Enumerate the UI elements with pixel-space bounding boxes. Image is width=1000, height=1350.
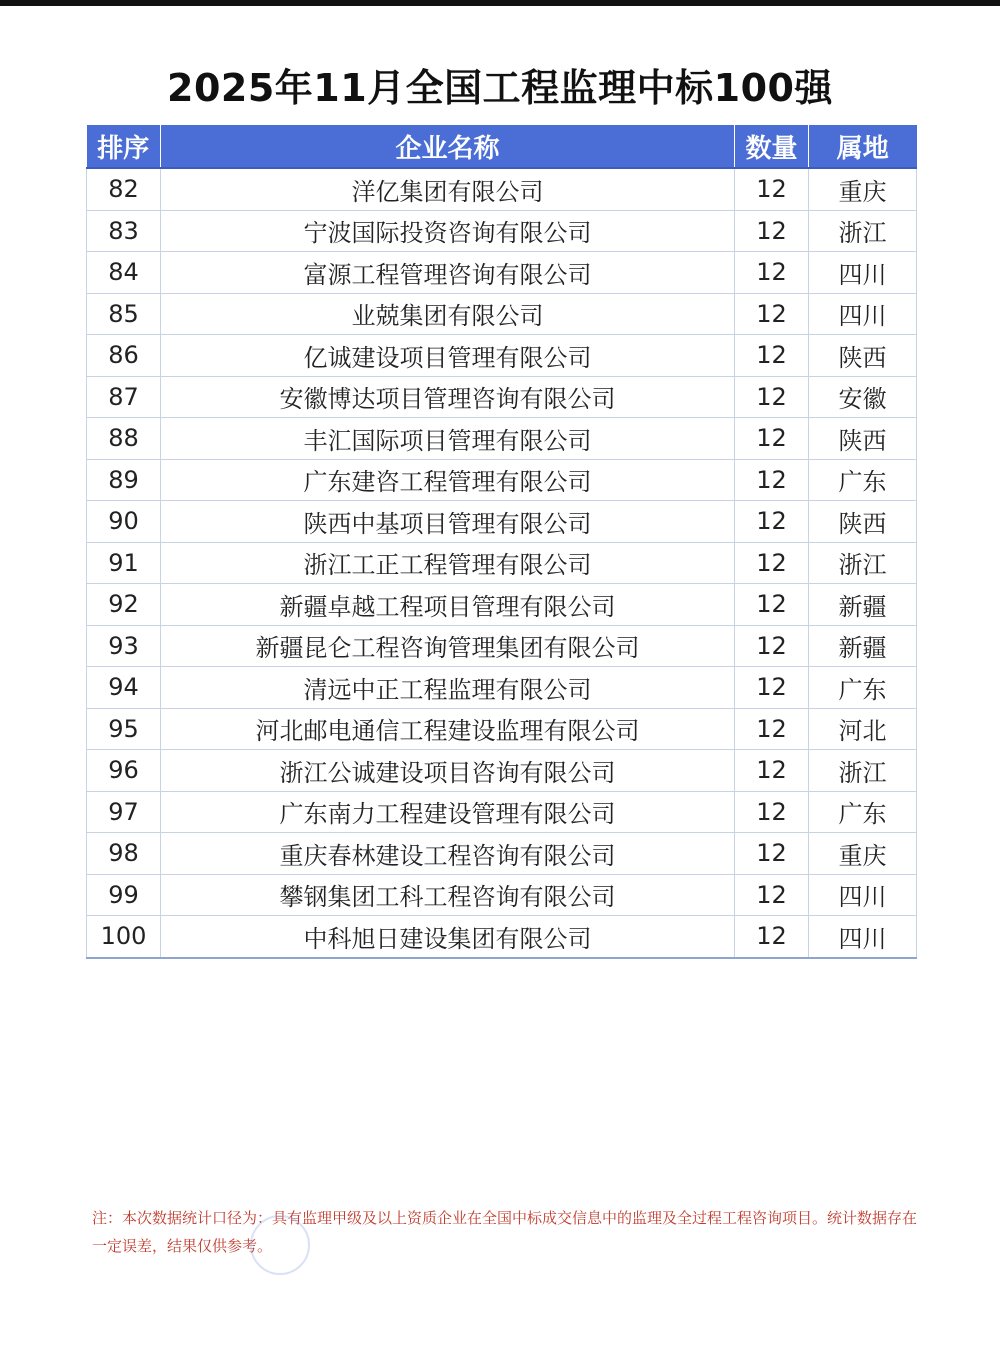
table-row: [87, 667, 917, 709]
rank-cell: 84: [87, 252, 161, 294]
table-row: [87, 168, 917, 210]
region-cell: 陕西: [809, 335, 917, 377]
faint-circle-mark: [250, 1215, 310, 1275]
header-count: 数量: [735, 125, 809, 168]
region-cell: 安徽: [809, 376, 917, 418]
company-cell: 攀钢集团工科工程咨询有限公司: [161, 874, 735, 916]
table-row: [87, 210, 917, 252]
company-cell: 安徽博达项目管理咨询有限公司: [161, 376, 735, 418]
region-cell: 四川: [809, 916, 917, 958]
company-cell: 广东建咨工程管理有限公司: [161, 459, 735, 501]
region-cell: 重庆: [809, 833, 917, 875]
region-cell: 浙江: [809, 750, 917, 792]
top-edge-bar: [0, 0, 1000, 6]
table-row: [87, 335, 917, 377]
region-cell: 陕西: [809, 418, 917, 460]
count-cell: 12: [735, 459, 809, 501]
count-cell: 12: [735, 501, 809, 543]
company-cell: 广东南力工程建设管理有限公司: [161, 791, 735, 833]
rank-cell: 82: [87, 168, 161, 210]
rank-cell: 93: [87, 625, 161, 667]
company-cell: 重庆春林建设工程咨询有限公司: [161, 833, 735, 875]
region-cell: 四川: [809, 252, 917, 294]
company-cell: 中科旭日建设集团有限公司: [161, 916, 735, 958]
rank-cell: 100: [87, 916, 161, 958]
table-row: [87, 833, 917, 875]
count-cell: 12: [735, 625, 809, 667]
rank-cell: 87: [87, 376, 161, 418]
region-cell: 广东: [809, 791, 917, 833]
table-body: [87, 168, 917, 958]
rank-cell: 91: [87, 542, 161, 584]
count-cell: 12: [735, 252, 809, 294]
region-cell: 新疆: [809, 584, 917, 626]
count-cell: 12: [735, 916, 809, 958]
rank-cell: 86: [87, 335, 161, 377]
table-row: [87, 376, 917, 418]
table-row: [87, 542, 917, 584]
rank-cell: 92: [87, 584, 161, 626]
rank-cell: 94: [87, 667, 161, 709]
table-row: [87, 252, 917, 294]
table-header-row: [87, 125, 917, 168]
table-row: [87, 501, 917, 543]
table-row: [87, 418, 917, 460]
rank-cell: 99: [87, 874, 161, 916]
table-row: [87, 874, 917, 916]
company-cell: 浙江工正工程管理有限公司: [161, 542, 735, 584]
count-cell: 12: [735, 874, 809, 916]
company-cell: 宁波国际投资咨询有限公司: [161, 210, 735, 252]
count-cell: 12: [735, 542, 809, 584]
table-row: [87, 625, 917, 667]
rank-cell: 89: [87, 459, 161, 501]
region-cell: 浙江: [809, 542, 917, 584]
header-company: 企业名称: [161, 125, 735, 168]
count-cell: 12: [735, 833, 809, 875]
table-row: [87, 750, 917, 792]
company-cell: 河北邮电通信工程建设监理有限公司: [161, 708, 735, 750]
ranking-table: [86, 125, 917, 959]
region-cell: 浙江: [809, 210, 917, 252]
table-row: [87, 459, 917, 501]
rank-cell: 97: [87, 791, 161, 833]
region-cell: 四川: [809, 293, 917, 335]
count-cell: 12: [735, 418, 809, 460]
count-cell: 12: [735, 750, 809, 792]
company-cell: 亿诚建设项目管理有限公司: [161, 335, 735, 377]
table-row: [87, 293, 917, 335]
region-cell: 河北: [809, 708, 917, 750]
rank-cell: 98: [87, 833, 161, 875]
count-cell: 12: [735, 335, 809, 377]
count-cell: 12: [735, 293, 809, 335]
footnote: 注：本次数据统计口径为：具有监理甲级及以上资质企业在全国中标成交信息中的监理及全过程工程咨询项目。统计数据存在一定误差，结果仅供参考。: [92, 1209, 918, 1255]
count-cell: 12: [735, 168, 809, 210]
count-cell: 12: [735, 791, 809, 833]
company-cell: 业兢集团有限公司: [161, 293, 735, 335]
company-cell: 洋亿集团有限公司: [161, 168, 735, 210]
company-cell: 清远中正工程监理有限公司: [161, 667, 735, 709]
table-row: [87, 791, 917, 833]
count-cell: 12: [735, 376, 809, 418]
count-cell: 12: [735, 667, 809, 709]
company-cell: 丰汇国际项目管理有限公司: [161, 418, 735, 460]
page-title: 2025年11月全国工程监理中标100强: [167, 66, 833, 110]
rank-cell: 88: [87, 418, 161, 460]
count-cell: 12: [735, 210, 809, 252]
table-row: [87, 708, 917, 750]
region-cell: 重庆: [809, 168, 917, 210]
company-cell: 陕西中基项目管理有限公司: [161, 501, 735, 543]
region-cell: 四川: [809, 874, 917, 916]
company-cell: 新疆卓越工程项目管理有限公司: [161, 584, 735, 626]
rank-cell: 85: [87, 293, 161, 335]
company-cell: 浙江公诚建设项目咨询有限公司: [161, 750, 735, 792]
region-cell: 广东: [809, 459, 917, 501]
table-row: [87, 916, 917, 958]
region-cell: 陕西: [809, 501, 917, 543]
rank-cell: 96: [87, 750, 161, 792]
header-region: 属地: [809, 125, 917, 168]
header-rank: 排序: [87, 125, 161, 168]
table-row: [87, 584, 917, 626]
company-cell: 新疆昆仑工程咨询管理集团有限公司: [161, 625, 735, 667]
rank-cell: 83: [87, 210, 161, 252]
rank-cell: 95: [87, 708, 161, 750]
company-cell: 富源工程管理咨询有限公司: [161, 252, 735, 294]
rank-cell: 90: [87, 501, 161, 543]
count-cell: 12: [735, 708, 809, 750]
count-cell: 12: [735, 584, 809, 626]
region-cell: 新疆: [809, 625, 917, 667]
region-cell: 广东: [809, 667, 917, 709]
